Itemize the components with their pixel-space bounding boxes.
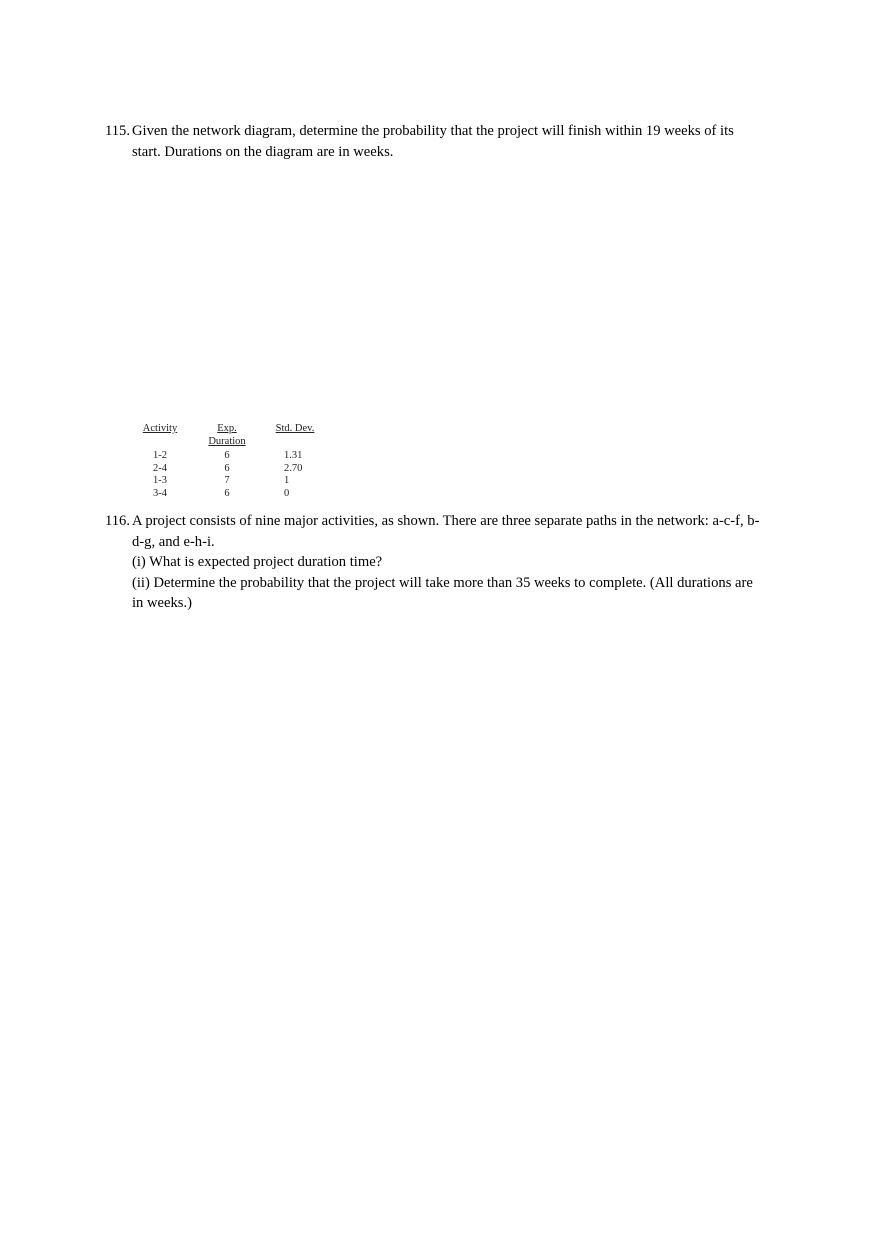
question-line: start. Durations on the diagram are in weeks. — [132, 143, 394, 160]
question-line: in weeks.) — [132, 595, 192, 611]
question-line: Given the network diagram, determine the probability that the project will finish within 19 weeks of its — [132, 123, 734, 139]
header-exp-line1: Exp. — [217, 423, 237, 434]
table-row — [132, 475, 320, 488]
cell-activity: 2-4 — [153, 462, 167, 474]
question-text — [132, 121, 785, 162]
cell-std: 0 — [284, 487, 290, 499]
table-row — [132, 463, 320, 476]
activity-table — [132, 423, 320, 501]
question-line: d-g, and e-h-i. — [132, 533, 215, 550]
question-number: 115. — [105, 123, 130, 139]
header-exp-duration — [202, 423, 252, 450]
cell-activity: 1-2 — [153, 450, 167, 462]
question-116 — [105, 511, 785, 614]
cell-activity: 1-3 — [153, 475, 167, 487]
question-115 — [105, 121, 785, 162]
cell-exp: 6 — [224, 450, 230, 462]
cell-std: 1.31 — [284, 450, 303, 462]
cell-std: 2.70 — [284, 462, 303, 474]
question-line: (ii) Determine the probability that the project will take more than 35 weeks to complete. (All durations are — [132, 574, 753, 591]
table-row — [132, 450, 320, 463]
cell-exp: 6 — [224, 462, 230, 474]
cell-exp: 6 — [224, 487, 230, 499]
table-row — [132, 488, 320, 501]
question-number: 116. — [105, 513, 130, 529]
question-text — [132, 511, 785, 614]
question-line: (i) What is expected project duration time? — [132, 554, 383, 570]
cell-exp: 7 — [224, 475, 230, 487]
cell-activity: 3-4 — [153, 487, 167, 499]
cell-std: 1 — [284, 475, 290, 487]
header-std-dev: Std. Dev. — [275, 423, 315, 434]
header-exp-line2: Duration — [208, 435, 246, 447]
header-activity: Activity — [142, 423, 178, 434]
table-header-row — [132, 423, 320, 450]
question-line: A project consists of nine major activities, as shown. There are three separate paths in the network: a-c-f, b- — [132, 513, 760, 529]
